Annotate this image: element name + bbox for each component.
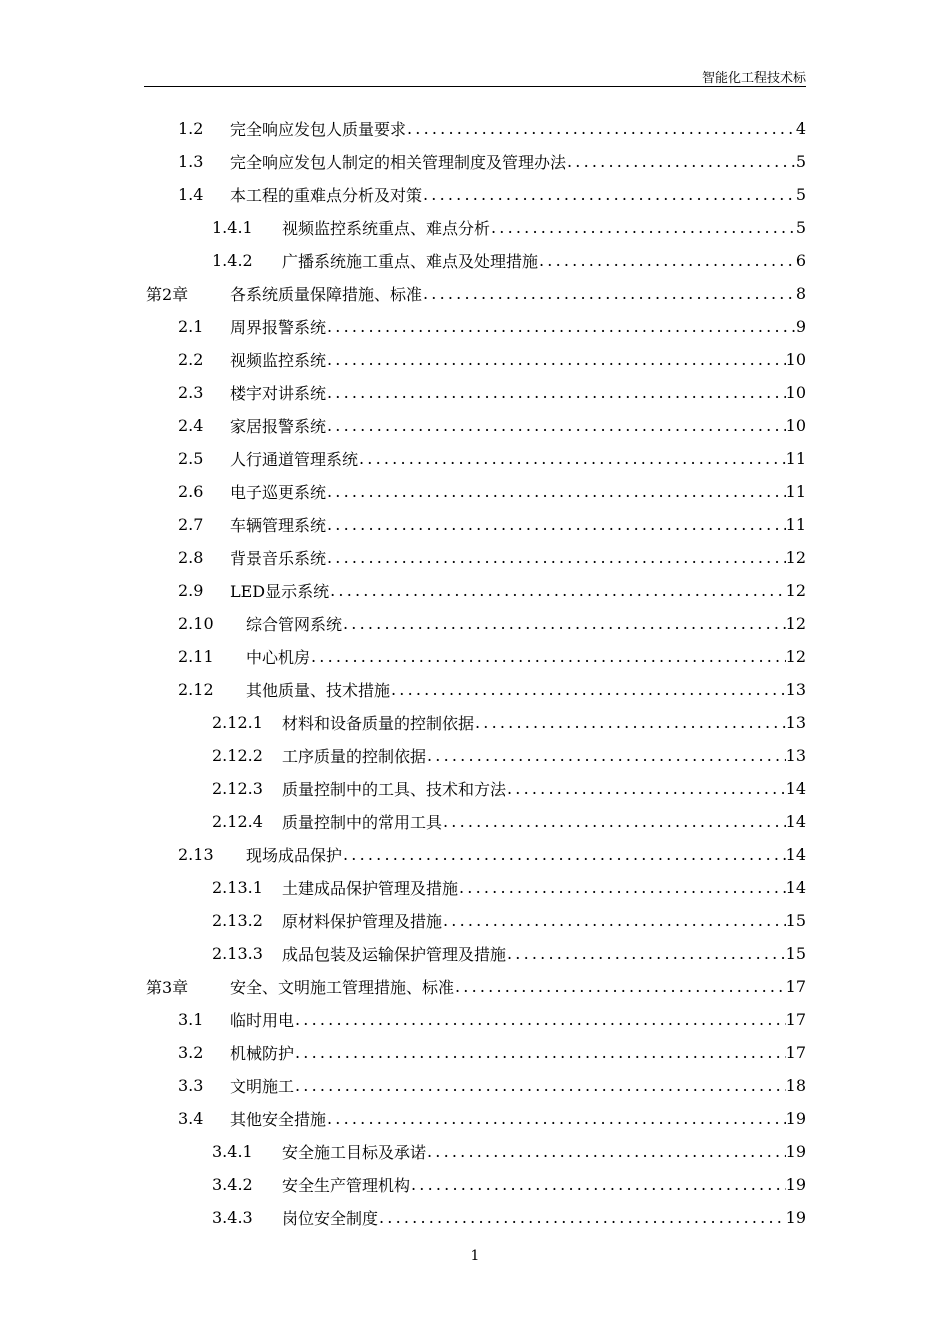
toc-entry-number: 2.13.2 bbox=[212, 911, 263, 930]
toc-entry[interactable] bbox=[212, 1201, 806, 1234]
toc-entry-page: 12 bbox=[785, 647, 806, 666]
toc-entry[interactable] bbox=[178, 1003, 806, 1036]
toc-leader-dots bbox=[443, 911, 786, 930]
toc-entry-number: 2.12 bbox=[178, 680, 214, 699]
toc-entry-title: 土建成品保护管理及措施 bbox=[282, 879, 459, 898]
toc-entry-page: 14 bbox=[785, 779, 806, 798]
toc-leader-dots bbox=[539, 251, 796, 270]
toc-entry-number: 3.4 bbox=[178, 1109, 204, 1128]
toc-entry[interactable] bbox=[178, 409, 806, 442]
toc-entry-page: 13 bbox=[785, 680, 806, 699]
toc-leader-dots bbox=[327, 1109, 786, 1128]
toc-entry-number: 3.2 bbox=[178, 1043, 204, 1062]
toc-entry[interactable] bbox=[178, 574, 806, 607]
toc-entry[interactable] bbox=[212, 871, 806, 904]
toc-entry-number: 2.5 bbox=[178, 449, 204, 468]
toc-leader-dots bbox=[327, 317, 796, 336]
toc-entry-title: 其他安全措施 bbox=[230, 1110, 327, 1129]
toc-entry-title: 安全施工目标及承诺 bbox=[282, 1143, 427, 1162]
header-divider bbox=[144, 86, 806, 87]
toc-entry-page: 19 bbox=[785, 1208, 806, 1227]
toc-leader-dots bbox=[423, 284, 796, 303]
toc-entry-title: 中心机房 bbox=[246, 648, 311, 667]
toc-leader-dots bbox=[427, 746, 786, 765]
toc-entry-title: 广播系统施工重点、难点及处理措施 bbox=[282, 252, 539, 271]
toc-leader-dots bbox=[423, 185, 796, 204]
toc-entry-number: 1.4 bbox=[178, 185, 204, 204]
toc-entry-page: 19 bbox=[785, 1142, 806, 1161]
toc-entry-title: 周界报警系统 bbox=[230, 318, 327, 337]
toc-entry-page: 15 bbox=[785, 944, 806, 963]
toc-entry-page: 10 bbox=[785, 383, 806, 402]
toc-entry[interactable] bbox=[146, 970, 806, 1003]
toc-entry-number: 3.4.2 bbox=[212, 1175, 253, 1194]
toc-entry-number: 2.12.3 bbox=[212, 779, 263, 798]
toc-entry-page: 8 bbox=[795, 284, 806, 303]
toc-entry-number: 1.4.2 bbox=[212, 251, 253, 270]
toc-entry-title: 楼宇对讲系统 bbox=[230, 384, 327, 403]
toc-entry-number: 第2章 bbox=[146, 285, 189, 304]
toc-leader-dots bbox=[327, 515, 786, 534]
toc-entry-number: 2.2 bbox=[178, 350, 204, 369]
toc-entry-title: 家居报警系统 bbox=[230, 417, 327, 436]
toc-entry-number: 2.9 bbox=[178, 581, 204, 600]
toc-leader-dots bbox=[443, 812, 786, 831]
toc-entry[interactable] bbox=[178, 145, 806, 178]
toc-entry[interactable] bbox=[178, 376, 806, 409]
toc-entry-page: 4 bbox=[795, 119, 806, 138]
toc-entry-title: 视频监控系统 bbox=[230, 351, 327, 370]
toc-leader-dots bbox=[359, 449, 786, 468]
toc-leader-dots bbox=[407, 119, 796, 138]
toc-entry-number: 2.10 bbox=[178, 614, 214, 633]
toc-leader-dots bbox=[475, 713, 786, 732]
toc-entry-number: 3.4.1 bbox=[212, 1142, 253, 1161]
toc-leader-dots bbox=[507, 779, 786, 798]
toc-entry-number: 第3章 bbox=[146, 978, 189, 997]
toc-entry-number: 3.1 bbox=[178, 1010, 204, 1029]
toc-entry-page: 12 bbox=[785, 581, 806, 600]
toc-entry-title: 本工程的重难点分析及对策 bbox=[230, 186, 423, 205]
toc-entry-page: 12 bbox=[785, 548, 806, 567]
toc-entry-page: 19 bbox=[785, 1109, 806, 1128]
toc-entry-page: 14 bbox=[785, 845, 806, 864]
toc-entry[interactable] bbox=[212, 904, 806, 937]
toc-leader-dots bbox=[455, 977, 786, 996]
toc-entry-number: 2.4 bbox=[178, 416, 204, 435]
toc-entry-page: 5 bbox=[795, 218, 806, 237]
toc-entry-title: 视频监控系统重点、难点分析 bbox=[282, 219, 491, 238]
toc-leader-dots bbox=[459, 878, 786, 897]
toc-entry-page: 13 bbox=[785, 746, 806, 765]
toc-entry-number: 2.13.1 bbox=[212, 878, 263, 897]
toc-entry-number: 2.13.3 bbox=[212, 944, 263, 963]
toc-entry-number: 2.8 bbox=[178, 548, 204, 567]
toc-entry[interactable] bbox=[178, 310, 806, 343]
toc-entry-number: 2.3 bbox=[178, 383, 204, 402]
toc-entry-title: 安全生产管理机构 bbox=[282, 1176, 411, 1195]
toc-entry-title: LED显示系统 bbox=[230, 582, 330, 601]
toc-entry-title: 文明施工 bbox=[230, 1077, 295, 1096]
toc-entry-title: 安全、文明施工管理措施、标准 bbox=[230, 978, 455, 997]
toc-entry[interactable] bbox=[212, 211, 806, 244]
toc-entry[interactable] bbox=[178, 1102, 806, 1135]
toc-entry-page: 19 bbox=[785, 1175, 806, 1194]
toc-entry[interactable] bbox=[212, 244, 806, 277]
toc-entry-title: 材料和设备质量的控制依据 bbox=[282, 714, 475, 733]
toc-entry-title: 各系统质量保障措施、标准 bbox=[230, 285, 423, 304]
toc-entry[interactable] bbox=[146, 277, 806, 310]
toc-entry-title: 车辆管理系统 bbox=[230, 516, 327, 535]
toc-leader-dots bbox=[295, 1043, 786, 1062]
toc-entry-page: 14 bbox=[785, 878, 806, 897]
toc-entry[interactable] bbox=[178, 343, 806, 376]
toc-leader-dots bbox=[427, 1142, 786, 1161]
toc-entry-page: 9 bbox=[795, 317, 806, 336]
toc-entry[interactable] bbox=[178, 112, 806, 145]
toc-entry[interactable] bbox=[212, 739, 806, 772]
toc-entry-title: 质量控制中的工具、技术和方法 bbox=[282, 780, 507, 799]
toc-entry[interactable] bbox=[178, 640, 806, 673]
toc-leader-dots bbox=[411, 1175, 786, 1194]
toc-entry-number: 2.12.2 bbox=[212, 746, 263, 765]
toc-entry-title: 现场成品保护 bbox=[246, 846, 343, 865]
toc-leader-dots bbox=[327, 416, 786, 435]
toc-entry[interactable] bbox=[212, 805, 806, 838]
toc-entry-page: 13 bbox=[785, 713, 806, 732]
toc-entry[interactable] bbox=[212, 772, 806, 805]
toc-entry-page: 18 bbox=[785, 1076, 806, 1095]
toc-entry-number: 3.4.3 bbox=[212, 1208, 253, 1227]
toc-entry-number: 2.1 bbox=[178, 317, 204, 336]
toc-entry-page: 17 bbox=[785, 1010, 806, 1029]
toc-entry-title: 人行通道管理系统 bbox=[230, 450, 359, 469]
toc-entry-number: 2.13 bbox=[178, 845, 214, 864]
toc-entry[interactable] bbox=[178, 178, 806, 211]
toc-entry-page: 15 bbox=[785, 911, 806, 930]
toc-entry-title: 质量控制中的常用工具 bbox=[282, 813, 443, 832]
toc-entry-number: 1.2 bbox=[178, 119, 204, 138]
toc-leader-dots bbox=[491, 218, 796, 237]
toc-leader-dots bbox=[327, 383, 786, 402]
toc-entry-title: 综合管网系统 bbox=[246, 615, 343, 634]
toc-entry-title: 临时用电 bbox=[230, 1011, 295, 1030]
toc-entry-page: 11 bbox=[785, 515, 806, 534]
toc-entry-page: 5 bbox=[795, 185, 806, 204]
toc-entry-page: 5 bbox=[795, 152, 806, 171]
toc-leader-dots bbox=[507, 944, 786, 963]
toc-entry-page: 11 bbox=[785, 449, 806, 468]
toc-entry-title: 电子巡更系统 bbox=[230, 483, 327, 502]
toc-entry[interactable] bbox=[178, 475, 806, 508]
toc-entry-number: 2.12.1 bbox=[212, 713, 263, 732]
toc-entry[interactable] bbox=[178, 541, 806, 574]
toc-entry-number: 2.11 bbox=[178, 647, 214, 666]
toc-entry-number: 2.7 bbox=[178, 515, 204, 534]
running-header: 智能化工程技术标 bbox=[701, 71, 806, 86]
toc-entry-title: 背景音乐系统 bbox=[230, 549, 327, 568]
toc-entry-title: 其他质量、技术措施 bbox=[246, 681, 391, 700]
toc-entry-title: 岗位安全制度 bbox=[282, 1209, 379, 1228]
toc-entry-number: 2.6 bbox=[178, 482, 204, 501]
toc-leader-dots bbox=[343, 614, 786, 633]
toc-entry-title: 原材料保护管理及措施 bbox=[282, 912, 443, 931]
toc-leader-dots bbox=[295, 1010, 786, 1029]
toc-entry-page: 10 bbox=[785, 350, 806, 369]
toc-entry-number: 2.12.4 bbox=[212, 812, 263, 831]
toc-entry-title: 完全响应发包人制定的相关管理制度及管理办法 bbox=[230, 153, 567, 172]
toc-entry-page: 17 bbox=[785, 1043, 806, 1062]
toc-leader-dots bbox=[327, 548, 786, 567]
toc-entry[interactable] bbox=[212, 937, 806, 970]
toc-entry-page: 10 bbox=[785, 416, 806, 435]
toc-entry-title: 机械防护 bbox=[230, 1044, 295, 1063]
toc-entry[interactable] bbox=[178, 1069, 806, 1102]
toc-entry-title: 工序质量的控制依据 bbox=[282, 747, 427, 766]
toc-entry-page: 6 bbox=[795, 251, 806, 270]
toc-leader-dots bbox=[330, 581, 786, 600]
toc-entry-page: 12 bbox=[785, 614, 806, 633]
toc-entry[interactable] bbox=[178, 607, 806, 640]
toc-entry[interactable] bbox=[178, 442, 806, 475]
toc-leader-dots bbox=[379, 1208, 786, 1227]
toc-entry-number: 1.3 bbox=[178, 152, 204, 171]
toc-leader-dots bbox=[343, 845, 786, 864]
toc-leader-dots bbox=[327, 350, 786, 369]
toc-entry[interactable] bbox=[178, 673, 806, 706]
toc-entry[interactable] bbox=[212, 1168, 806, 1201]
toc-entry[interactable] bbox=[212, 1135, 806, 1168]
toc-entry-page: 17 bbox=[785, 977, 806, 996]
page-number: 1 bbox=[470, 1248, 480, 1264]
toc-entry-number: 1.4.1 bbox=[212, 218, 253, 237]
toc-leader-dots bbox=[327, 482, 786, 501]
toc-entry-title: 完全响应发包人质量要求 bbox=[230, 120, 407, 139]
toc-leader-dots bbox=[295, 1076, 786, 1095]
toc-entry[interactable] bbox=[178, 1036, 806, 1069]
toc-entry-page: 11 bbox=[785, 482, 806, 501]
toc-entry[interactable] bbox=[178, 508, 806, 541]
toc-entry-number: 3.3 bbox=[178, 1076, 204, 1095]
toc-leader-dots bbox=[391, 680, 786, 699]
toc-entry[interactable] bbox=[212, 706, 806, 739]
toc-leader-dots bbox=[311, 647, 786, 666]
toc-entry-title: 成品包装及运输保护管理及措施 bbox=[282, 945, 507, 964]
toc-entry-page: 14 bbox=[785, 812, 806, 831]
toc-leader-dots bbox=[567, 152, 796, 171]
toc-entry[interactable] bbox=[178, 838, 806, 871]
